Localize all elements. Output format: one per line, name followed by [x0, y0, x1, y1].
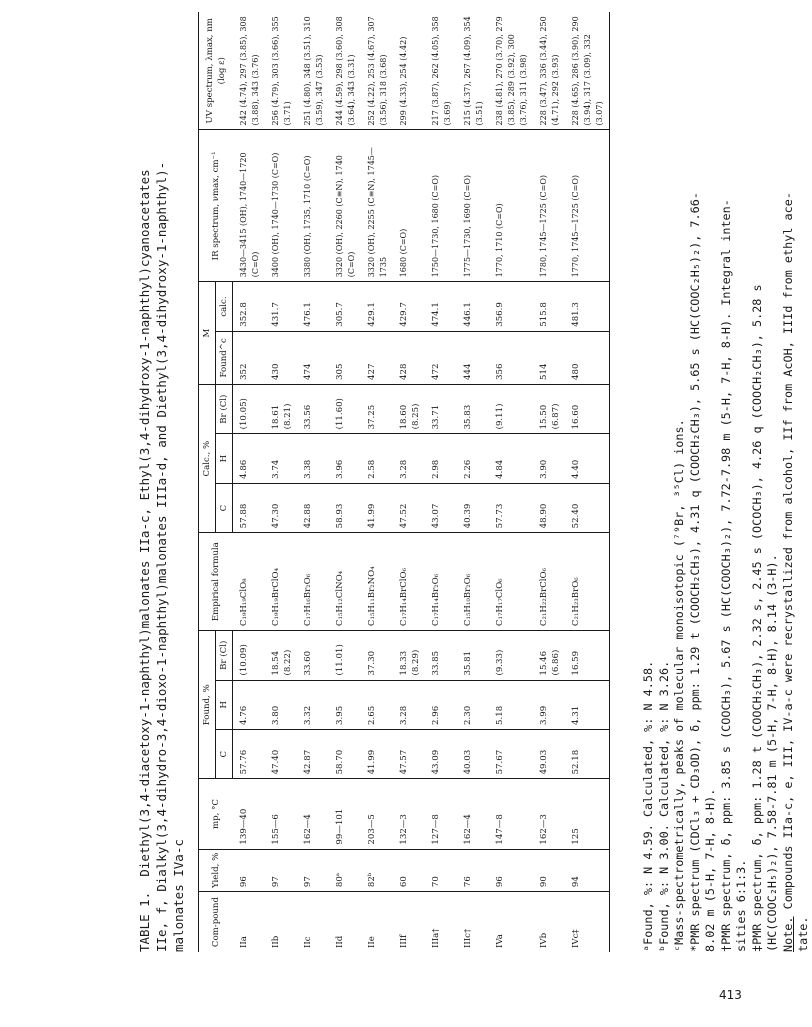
cell-yield: 96 [489, 849, 533, 892]
cell-calc-h: 2.98 [425, 434, 457, 483]
cell-yield: 82ᵇ [361, 849, 393, 892]
cell-found-h: 3.99 [533, 680, 565, 729]
cell-m-found: 428 [393, 331, 425, 384]
cell-found-brcl: 16.59 [565, 631, 610, 680]
cell-found-brcl: 15.46 (6.86) [533, 631, 565, 680]
note-line-1: Compounds IIa-c, e, III, IV-a-c were recrystallized from alcohol, IIf from AcOH, IIId from ethyl ace- [780, 192, 795, 917]
cell-compound: IIIa† [430, 928, 441, 948]
cell-found-c: 43.09 [425, 729, 457, 778]
footnote-c: ᶜMass-spectrometrically, peaks of molecular monoisotopic (⁷⁹Br, ³⁵Cl) ions. [672, 419, 686, 952]
cell-uv: 217 (3.87), 262 (4.05), 358 (3.69) [425, 12, 457, 130]
cell-yield: 60 [393, 849, 425, 892]
cell-m-calc: 446.1 [457, 282, 489, 331]
cell-compound: IVc‡ [565, 892, 610, 952]
cell-compound: IIIf [398, 934, 409, 948]
cell-calc-brcl: (10.05) [233, 384, 265, 433]
header-found-h: H [216, 680, 233, 729]
cell-ir: 1775—1730, 1690 (C=O) [457, 130, 489, 282]
cell-uv: 299 (4.33), 254 (4.42) [393, 12, 425, 130]
table-row [533, 12, 565, 952]
cell-found-c: 49.03 [533, 729, 565, 778]
cell-calc-brcl: 15.50 (6.87) [533, 384, 565, 433]
table-title [136, 12, 187, 952]
cell-found-c: 52.18 [565, 729, 610, 778]
cell-uv: 242 (4.74), 297 (3.85), 308 (3.88), 343 (3.76) [233, 12, 265, 130]
cell-calc-c: 40.39 [457, 483, 489, 532]
cell-formula: C₂₁H₂₃BrO₆ [565, 533, 610, 631]
cell-calc-h: 4.84 [489, 434, 533, 483]
table-row [265, 12, 297, 952]
cell-m-calc: 429.1 [361, 282, 393, 331]
table-row [233, 12, 265, 952]
cell-formula: C₁₇H₁₆Br₂O₆ [297, 533, 329, 631]
cell-calc-brcl: (11.60) [329, 384, 361, 433]
cell-calc-h: 4.40 [565, 434, 610, 483]
cell-calc-h: 3.74 [265, 434, 297, 483]
cell-m-found: 514 [533, 331, 565, 384]
cell-found-c: 47.40 [265, 729, 297, 778]
cell-ir: 1750—1730, 1680 (C=O) [425, 130, 457, 282]
header-yield: Yield, % [199, 849, 233, 892]
header-calc: Calc., % [199, 384, 216, 532]
cell-compound: IIb [270, 935, 281, 948]
footnote-a: ᵃFound, %: N 4.59. Calculated, %: N 4.58. [641, 660, 655, 952]
header-ir: IR spectrum, νmax, cm⁻¹ [199, 130, 233, 282]
cell-ir: 1770, 1710 (C=O) [489, 130, 533, 282]
data-table [198, 12, 610, 952]
cell-calc-brcl: 37.25 [361, 384, 393, 433]
cell-found-brcl: 35.81 [457, 631, 489, 680]
table-row [393, 12, 425, 952]
cell-compound: IIIc† [462, 928, 473, 948]
header-formula: Empirical formula [199, 533, 233, 631]
cell-mp: 155—6 [265, 779, 297, 849]
cell-formula: C₁₅H₁₁Br₂NO₄ [361, 533, 393, 631]
cell-m-calc: 352.8 [233, 282, 265, 331]
footnotes [641, 12, 812, 952]
table-row [489, 12, 533, 952]
header-found: Found, % [199, 631, 216, 779]
cell-found-h: 2.65 [361, 680, 393, 729]
cell-mp: 127—8 [425, 779, 457, 849]
cell-uv: 244 (4.59), 298 (3.60), 308 (3.64), 343 (3.31) [329, 12, 361, 130]
cell-compound: IId [334, 935, 345, 948]
cell-found-c: 42.87 [297, 729, 329, 778]
footnote-ddagger-line-2: (HC(COOC₂H₅)₂), 7.58-7.81 m (5-H, 7-H, 8-H), 8.14 (3-H). [765, 554, 779, 952]
cell-found-h: 4.31 [565, 680, 610, 729]
cell-m-calc: 431.7 [265, 282, 297, 331]
cell-found-h: 3.32 [297, 680, 329, 729]
cell-yield: 96 [233, 849, 265, 892]
cell-yield: 97 [297, 849, 329, 892]
cell-found-brcl: 37.30 [361, 631, 393, 680]
cell-found-brcl: (10.09) [233, 631, 265, 680]
cell-m-calc: 481.3 [565, 282, 610, 331]
header-calc-brcl: Br (Cl) [216, 384, 233, 433]
cell-calc-c: 47.52 [393, 483, 425, 532]
cell-found-h: 3.80 [265, 680, 297, 729]
cell-calc-c: 58.93 [329, 483, 361, 532]
table-row [457, 12, 489, 952]
cell-ir: 3320 (OH), 2260 (C≡N), 1740 (C=O) [329, 130, 361, 282]
cell-uv: 251 (4.80), 348 (3.51), 310 (3.59), 347 (3.53) [297, 12, 329, 130]
cell-ir: 1680 (C=O) [393, 130, 425, 282]
cell-mp: 162—4 [457, 779, 489, 849]
cell-uv: 256 (4.79), 303 (3.66), 355 (3.71) [265, 12, 297, 130]
cell-formula: C₁₉H₁₉BrClO₄ [265, 533, 297, 631]
cell-ir: 1770, 1745—1725 (C=O) [565, 130, 610, 282]
header-compound: Com-pound [199, 892, 233, 952]
footnote-dagger-line-2: sities 6:1:3. [734, 859, 748, 952]
cell-ir: 3320 (OH), 2255 (C≡N), 1745—1735 [361, 130, 393, 282]
cell-calc-c: 57.73 [489, 483, 533, 532]
cell-m-calc: 515.8 [533, 282, 565, 331]
cell-calc-brcl: (9.11) [489, 384, 533, 433]
table-row [329, 12, 361, 952]
cell-ir: 1780, 1745—1725 (C=O) [533, 130, 565, 282]
footnote-ddagger-line-1: ‡PMR spectrum, δ, ppm: 1.28 t (COOCH₂CH₃), 2.32 s, 2.45 s (OCOCH₃), 4.26 q (COOCH₂CH₃), 5.28 s [749, 284, 764, 952]
cell-m-calc: 429.7 [393, 282, 425, 331]
cell-uv: 228 (4.65), 286 (3.90), 290 (3.94), 317 (3.09), 332 (3.07) [565, 12, 610, 130]
cell-calc-h: 3.28 [393, 434, 425, 483]
cell-mp: 162—4 [297, 779, 329, 849]
cell-found-brcl: 33.60 [297, 631, 329, 680]
footnote-b: ᵇFound, %: N 3.00. Calculated, %: N 3.26. [656, 660, 671, 952]
cell-calc-h: 3.96 [329, 434, 361, 483]
cell-m-found: 472 [425, 331, 457, 384]
cell-m-found: 430 [265, 331, 297, 384]
cell-compound: IIa [238, 936, 249, 948]
cell-calc-brcl: 18.60 (8.25) [393, 384, 425, 433]
header-found-brcl: Br (Cl) [216, 631, 233, 680]
cell-calc-h: 3.90 [533, 434, 565, 483]
cell-m-calc: 474.1 [425, 282, 457, 331]
rotated-page-content [136, 2, 810, 952]
footnote-dagger-line-1: †PMR spectrum, δ, ppm: 3.85 s (COOCH₃), 5.67 s (HC(COOCH₃)₂), 7.72-7.98 m (5-H, 7-H, 8-H). Integral inten- [718, 199, 733, 952]
table-row [361, 12, 393, 952]
cell-compound: IVa [494, 934, 505, 948]
cell-yield: 80ᵃ [329, 849, 361, 892]
cell-m-found: 352 [233, 331, 265, 384]
cell-calc-h: 2.26 [457, 434, 489, 483]
table-label: TABLE 1. [137, 891, 152, 952]
title-line-2: IIe, f, Dialkyl(3,4-dihydro-3,4-dioxo-1-naphthyl)malonates IIIa-d, and Diethyl(3,4-dihydroxy-1-naphthyl)- [154, 161, 169, 952]
cell-mp: 162—3 [533, 779, 565, 849]
cell-found-brcl: (9.33) [489, 631, 533, 680]
header-mp: mp, °C [199, 779, 233, 849]
header-calc-h: H [216, 434, 233, 483]
cell-formula: C₁₇H₁₄BrClO₆ [393, 533, 425, 631]
cell-ir: 3400 (OH), 1740—1730 (C=O) [265, 130, 297, 282]
cell-found-h: 3.95 [329, 680, 361, 729]
table-row [425, 12, 457, 952]
cell-ir: 3380 (OH), 1735, 1710 (C=O) [297, 130, 329, 282]
cell-found-brcl: 33.85 [425, 631, 457, 680]
cell-calc-c: 42.88 [297, 483, 329, 532]
cell-calc-c: 57.88 [233, 483, 265, 532]
cell-mp: 203—5 [361, 779, 393, 849]
cell-found-c: 58.70 [329, 729, 361, 778]
cell-ir: 3430—3415 (OH), 1740—1720 (C=O) [233, 130, 265, 282]
cell-found-h: 4.76 [233, 680, 265, 729]
page-number: 413 [719, 988, 742, 1002]
title-line-1: Diethyl(3,4-diacetoxy-1-naphthyl)malonates IIa-c, Ethyl(3,4-dihydroxy-1-naphthyl)cyanoacetates [137, 169, 152, 877]
cell-m-found: 427 [361, 331, 393, 384]
cell-m-found: 474 [297, 331, 329, 384]
cell-calc-brcl: 16.60 [565, 384, 610, 433]
cell-found-h: 5.18 [489, 680, 533, 729]
cell-calc-h: 4.86 [233, 434, 265, 483]
cell-found-h: 2.96 [425, 680, 457, 729]
table-body [233, 12, 610, 952]
table-row [297, 12, 329, 952]
cell-yield: 76 [457, 849, 489, 892]
cell-formula: C₁₉H₁₉ClO₈ [233, 533, 265, 631]
cell-m-found: 356 [489, 331, 533, 384]
footnote-star-line-2: 8.02 m (5-H, 7-H, 8-H). [703, 788, 717, 952]
cell-calc-brcl: 33.71 [425, 384, 457, 433]
header-m-found: Found^c [216, 331, 233, 384]
cell-mp: 99—101 [329, 779, 361, 849]
cell-found-h: 3.28 [393, 680, 425, 729]
title-line-3: malonates IVa-c [171, 839, 186, 952]
cell-calc-c: 52.40 [565, 483, 610, 532]
cell-formula: C₂₁H₂₂BrClO₆ [533, 533, 565, 631]
cell-calc-c: 48.90 [533, 483, 565, 532]
cell-uv: 238 (4.81), 270 (3.70), 279 (3.85), 289 (3.92), 300 (3.76), 311 (3.98) [489, 12, 533, 130]
cell-uv: 228 (3.47), 336 (3.44), 250 (4.71), 292 (3.93) [533, 12, 565, 130]
header-calc-c: C [216, 483, 233, 532]
cell-found-brcl: 18.33 (8.29) [393, 631, 425, 680]
cell-m-found: 305 [329, 331, 361, 384]
cell-m-calc: 356.9 [489, 282, 533, 331]
cell-calc-brcl: 35.83 [457, 384, 489, 433]
cell-yield: 94 [565, 849, 610, 892]
cell-yield: 97 [265, 849, 297, 892]
cell-m-calc: 476.1 [297, 282, 329, 331]
cell-calc-brcl: 33.56 [297, 384, 329, 433]
cell-formula: C₁₇H₁₇ClO₆ [489, 533, 533, 631]
footnote-star-line-1: *PMR spectrum (CDCl₃ + CD₃OD), δ, ppm: 1.29 t (COOCH₂CH₃), 4.31 q (COOCH₂CH₃), 5.65 s (HC(COOC₂H₅)₂), 7.66- [687, 192, 702, 952]
cell-mp: 139—40 [233, 779, 265, 849]
cell-mp: 132—3 [393, 779, 425, 849]
cell-calc-brcl: 18.61 (8.21) [265, 384, 297, 433]
cell-uv: 215 (4.37), 267 (4.09), 354 (3.51) [457, 12, 489, 130]
cell-calc-c: 47.30 [265, 483, 297, 532]
cell-calc-h: 3.38 [297, 434, 329, 483]
cell-formula: C₁₅H₁₀Br₂O₆ [457, 533, 489, 631]
cell-formula: C₁₇H₁₄Br₂O₆ [425, 533, 457, 631]
cell-yield: 90 [533, 849, 565, 892]
cell-found-brcl: (11.01) [329, 631, 361, 680]
header-m: M [199, 282, 216, 385]
cell-calc-c: 41.99 [361, 483, 393, 532]
cell-mp: 147—8 [489, 779, 533, 849]
header-m-calc: calc. [216, 282, 233, 331]
cell-found-c: 57.67 [489, 729, 533, 778]
note-line-2: tate. [796, 916, 810, 952]
cell-formula: C₁₅H₁₂ClNO₄ [329, 533, 361, 631]
cell-calc-c: 43.07 [425, 483, 457, 532]
cell-calc-h: 2.58 [361, 434, 393, 483]
cell-compound: IIe [366, 936, 377, 948]
header-found-c: C [216, 729, 233, 778]
cell-compound: IIc [302, 936, 313, 948]
header-uv: UV spectrum, λmax, nm (log ε) [199, 12, 233, 130]
cell-mp: 125 [565, 779, 610, 849]
cell-found-c: 41.99 [361, 729, 393, 778]
note-label: Note. [780, 916, 795, 952]
cell-found-brcl: 18.54 (8.22) [265, 631, 297, 680]
cell-uv: 252 (4.22), 253 (4.67), 307 (3.56), 318 (3.68) [361, 12, 393, 130]
cell-found-c: 47.57 [393, 729, 425, 778]
cell-found-h: 2.30 [457, 680, 489, 729]
cell-m-calc: 305.7 [329, 282, 361, 331]
cell-m-found: 480 [565, 331, 610, 384]
cell-m-found: 444 [457, 331, 489, 384]
cell-found-c: 57.76 [233, 729, 265, 778]
cell-compound: IVb [538, 932, 549, 948]
table-row [565, 12, 610, 952]
cell-yield: 70 [425, 849, 457, 892]
cell-found-c: 40.03 [457, 729, 489, 778]
